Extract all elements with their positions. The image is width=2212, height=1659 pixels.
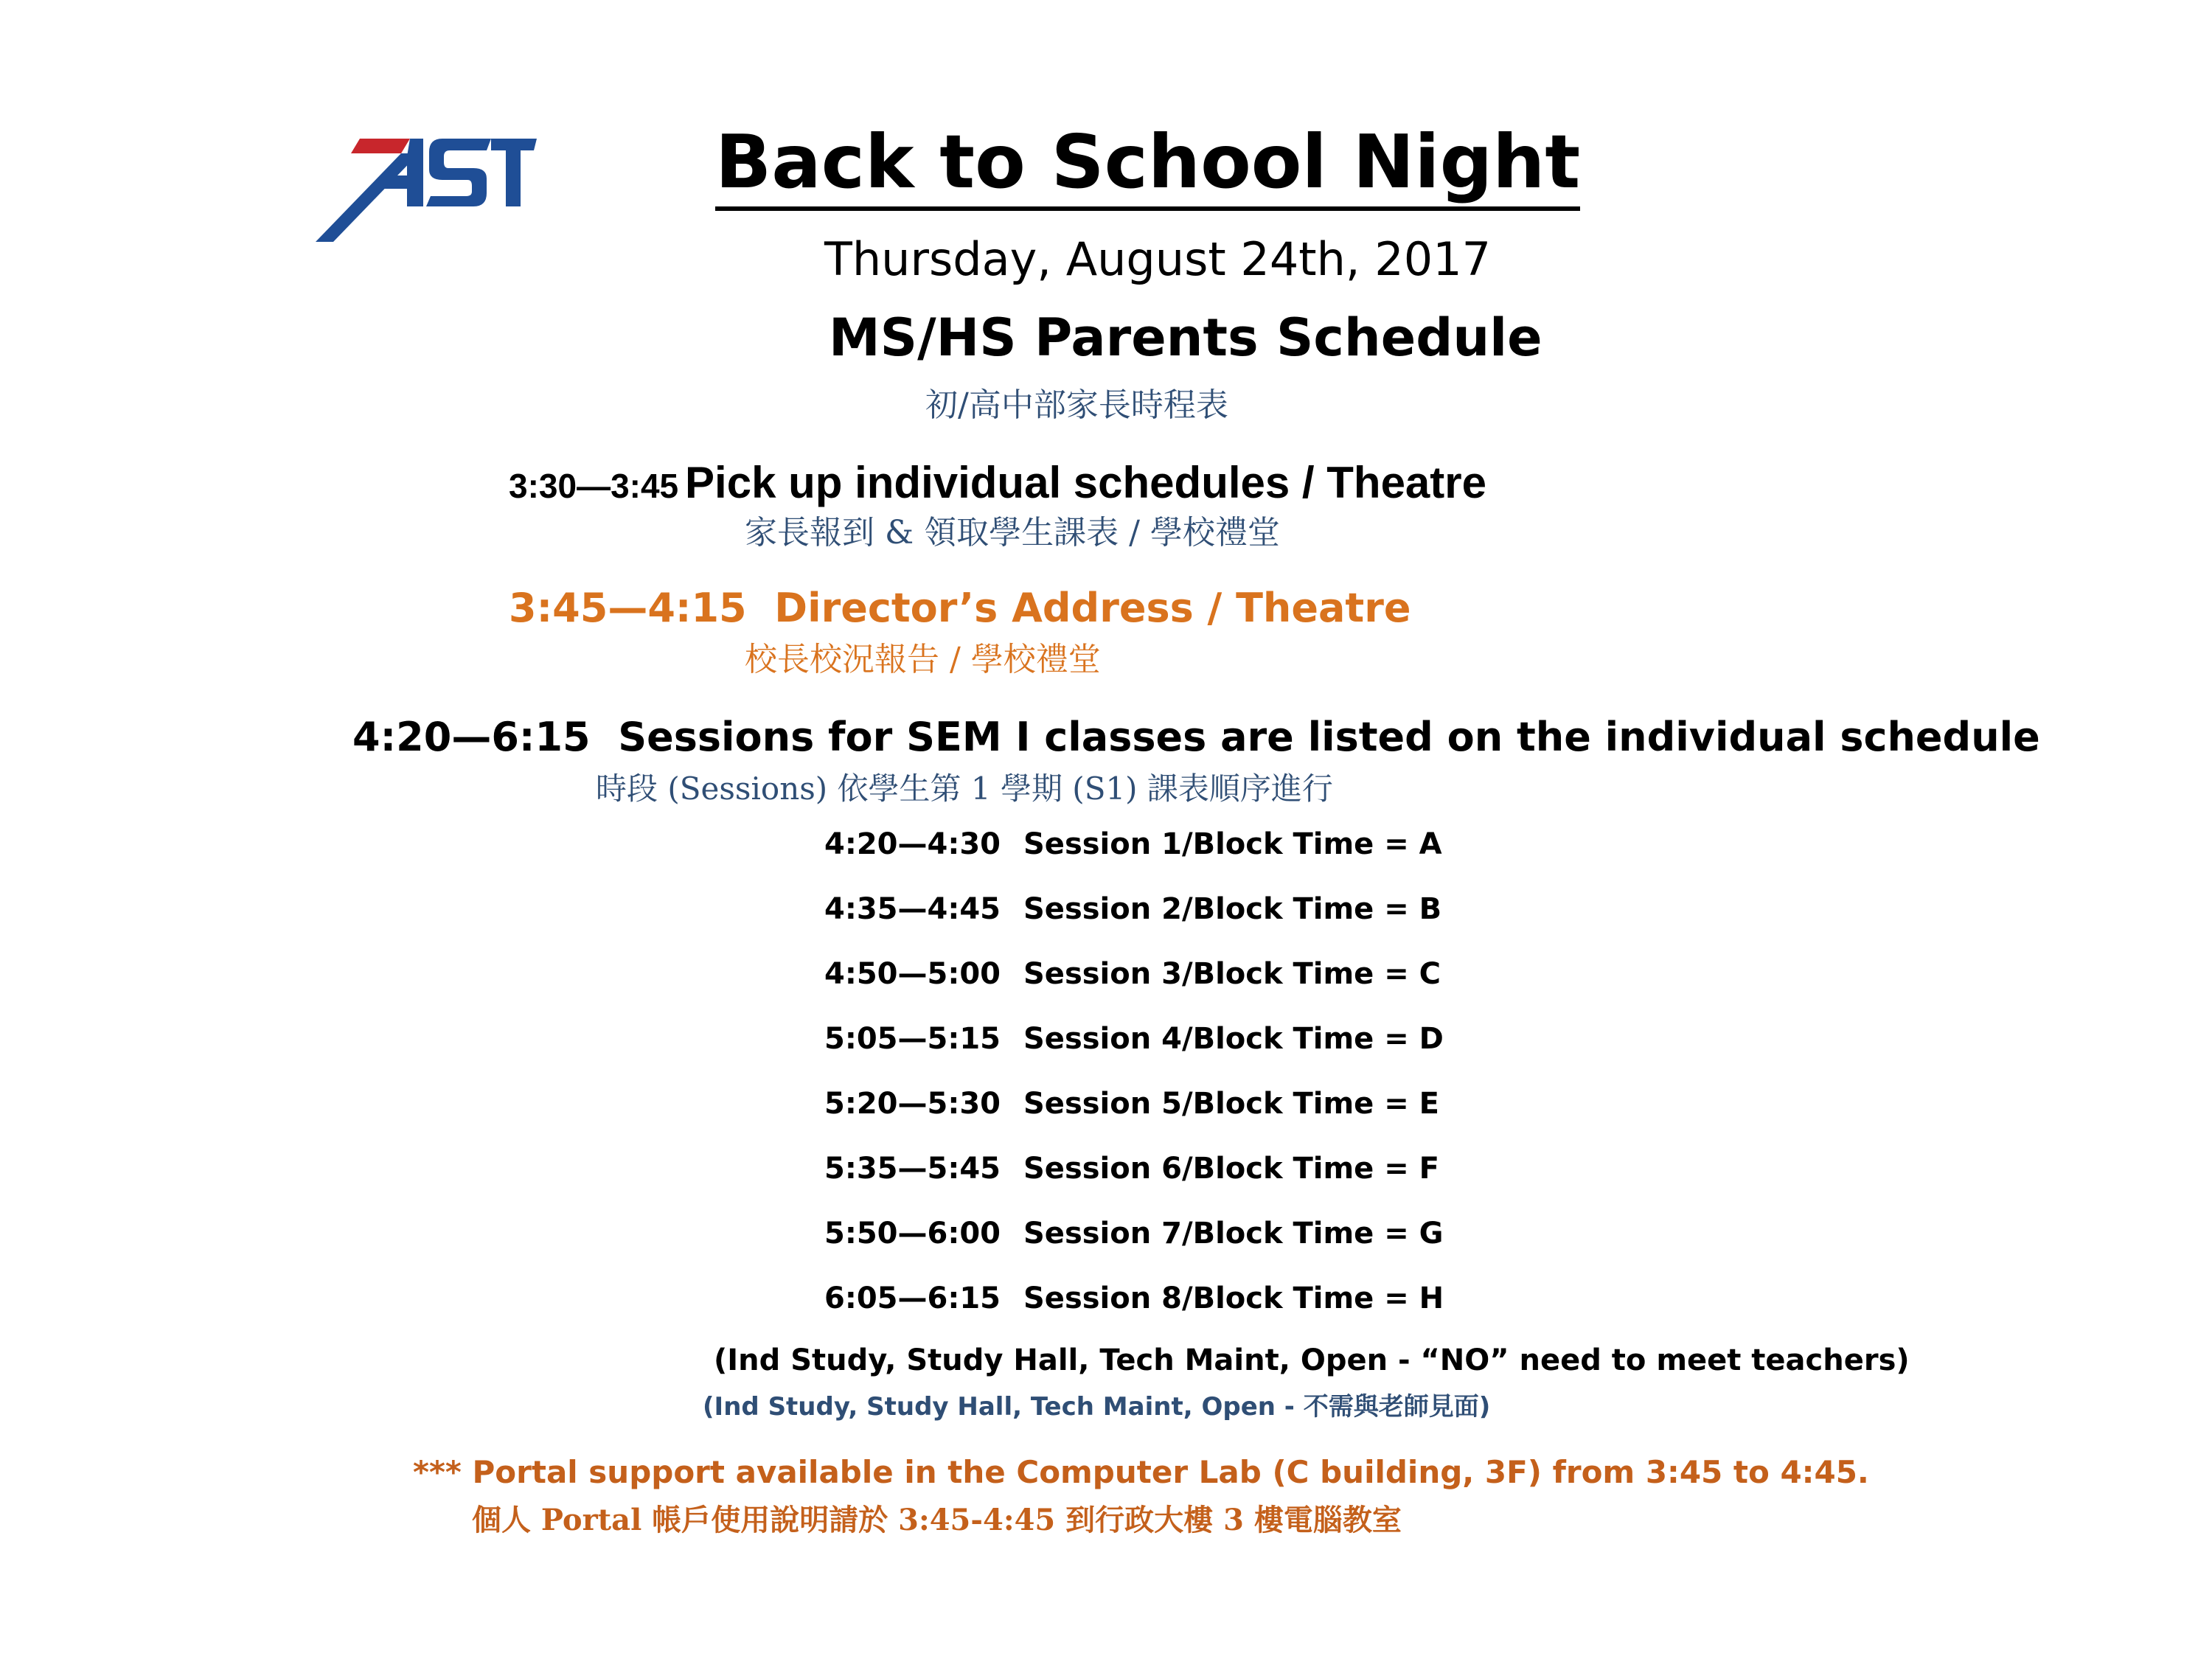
session-row	[824, 1082, 1439, 1126]
session-time: 5:05—5:15	[824, 1022, 1001, 1056]
page-title: Back to School Night	[715, 118, 1580, 211]
session-row	[824, 887, 1441, 931]
schedule-time: 3:30—3:45	[509, 467, 679, 505]
session-label: Session 8/Block Time = H	[1023, 1281, 1444, 1315]
session-row	[824, 1147, 1439, 1191]
portal-support-note: *** Portal support available in the Computer Lab (C building, 3F) from 3:45 to 4:45.	[413, 1454, 1869, 1490]
session-row	[824, 1017, 1444, 1061]
session-time: 4:20—4:30	[824, 827, 1001, 861]
schedule-time: 3:45—4:15	[509, 585, 747, 631]
session-label: Session 7/Block Time = G	[1023, 1217, 1444, 1251]
schedule-description: Director’s Address / Theatre	[774, 585, 1411, 631]
schedule-description-zh: 時段 (Sessions) 依學生第 1 學期 (S1) 課表順序進行	[596, 771, 1333, 807]
schedule-item-address	[509, 579, 1411, 638]
page-subtitle: MS/HS Parents Schedule	[829, 307, 1543, 368]
session-row	[824, 1276, 1444, 1321]
schedule-description: Pick up individual schedules / Theatre	[685, 458, 1487, 507]
schedule-description: Sessions for SEM I classes are listed on the individual schedule	[618, 714, 2040, 760]
schedule-description-zh: 家長報到 & 領取學生課表 / 學校禮堂	[745, 514, 1280, 552]
session-time: 5:50—6:00	[824, 1217, 1001, 1251]
session-row	[824, 952, 1441, 996]
session-time: 5:20—5:30	[824, 1087, 1001, 1121]
portal-support-note-zh: 個人 Portal 帳戶使用說明請於 3:45-4:45 到行政大樓 3 樓電腦教室	[472, 1503, 1402, 1537]
schedule-description-zh: 校長校況報告 / 學校禮堂	[745, 641, 1101, 678]
session-time: 5:35—5:45	[824, 1152, 1001, 1186]
schedule-time: 4:20—6:15	[352, 714, 591, 760]
session-label: Session 4/Block Time = D	[1023, 1022, 1444, 1056]
session-row	[824, 1211, 1444, 1256]
ast-logo	[316, 133, 537, 251]
exemption-note: (Ind Study, Study Hall, Tech Maint, Open - “NO” need to meet teachers)	[714, 1343, 1910, 1377]
session-label: Session 6/Block Time = F	[1023, 1152, 1440, 1186]
session-row	[824, 822, 1442, 866]
session-label: Session 5/Block Time = E	[1023, 1087, 1440, 1121]
event-date: Thursday, August 24th, 2017	[824, 232, 1492, 286]
page-subtitle-zh: 初/高中部家長時程表	[925, 386, 1228, 424]
session-label: Session 2/Block Time = B	[1023, 892, 1442, 926]
schedule-item-sessions	[352, 708, 2040, 767]
session-time: 4:35—4:45	[824, 892, 1001, 926]
session-time: 4:50—5:00	[824, 957, 1001, 991]
exemption-note-zh: (Ind Study, Study Hall, Tech Maint, Open - 不需與老師見面)	[703, 1392, 1491, 1422]
session-time: 6:05—6:15	[824, 1281, 1001, 1315]
session-label: Session 3/Block Time = C	[1023, 957, 1441, 991]
session-label: Session 1/Block Time = A	[1023, 827, 1442, 861]
